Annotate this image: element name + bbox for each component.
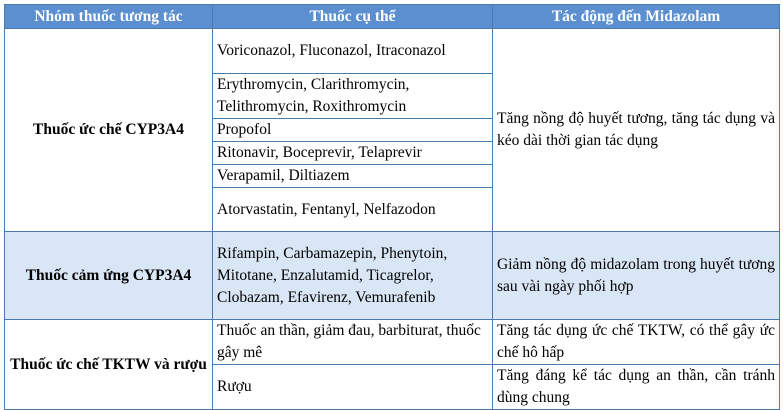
header-effect: Tác động đến Midazolam xyxy=(493,5,780,29)
effect-cell: Giảm nồng độ midazolam trong huyết tương sau vài ngày phối hợp xyxy=(493,232,780,320)
effect-cell: Tăng nồng độ huyết tương, tăng tác dụng và kéo dài thời gian tác dụng xyxy=(493,29,780,232)
header-row xyxy=(5,5,780,29)
table-row xyxy=(5,320,780,365)
drug-cell: Erythromycin, Clarithromycin, Telithromycin, Roxithromycin xyxy=(213,74,493,119)
effect-cell: Tăng tác dụng ức chế TKTW, có thể gây ức chế hô hấp xyxy=(493,320,780,365)
group-name: Thuốc ức chế TKTW và rượu xyxy=(5,320,213,410)
drug-cell: Rượu xyxy=(213,365,493,410)
effect-cell: Tăng đáng kể tác dụng an thần, cần tránh dùng chung xyxy=(493,365,780,410)
table-row xyxy=(5,232,780,320)
group-name: Thuốc ức chế CYP3A4 xyxy=(5,29,213,232)
drug-cell: Ritonavir, Boceprevir, Telaprevir xyxy=(213,142,493,165)
header-drugs: Thuốc cụ thể xyxy=(213,5,493,29)
drug-cell: Atorvastatin, Fentanyl, Nelfazodon xyxy=(213,188,493,232)
drug-interaction-table xyxy=(4,4,780,410)
header-group: Nhóm thuốc tương tác xyxy=(5,5,213,29)
table-row xyxy=(5,29,780,74)
drug-cell: Propofol xyxy=(213,119,493,142)
drug-cell: Voriconazol, Fluconazol, Itraconazol xyxy=(213,29,493,74)
drug-cell: Thuốc an thần, giảm đau, barbiturat, thuốc gây mê xyxy=(213,320,493,365)
drug-cell: Rifampin, Carbamazepin, Phenytoin, Mitotane, Enzalutamid, Ticagrelor, Clobazam, Efavirenz, Vemurafenib xyxy=(213,232,493,320)
drug-cell: Verapamil, Diltiazem xyxy=(213,165,493,188)
group-name: Thuốc cảm ứng CYP3A4 xyxy=(5,232,213,320)
